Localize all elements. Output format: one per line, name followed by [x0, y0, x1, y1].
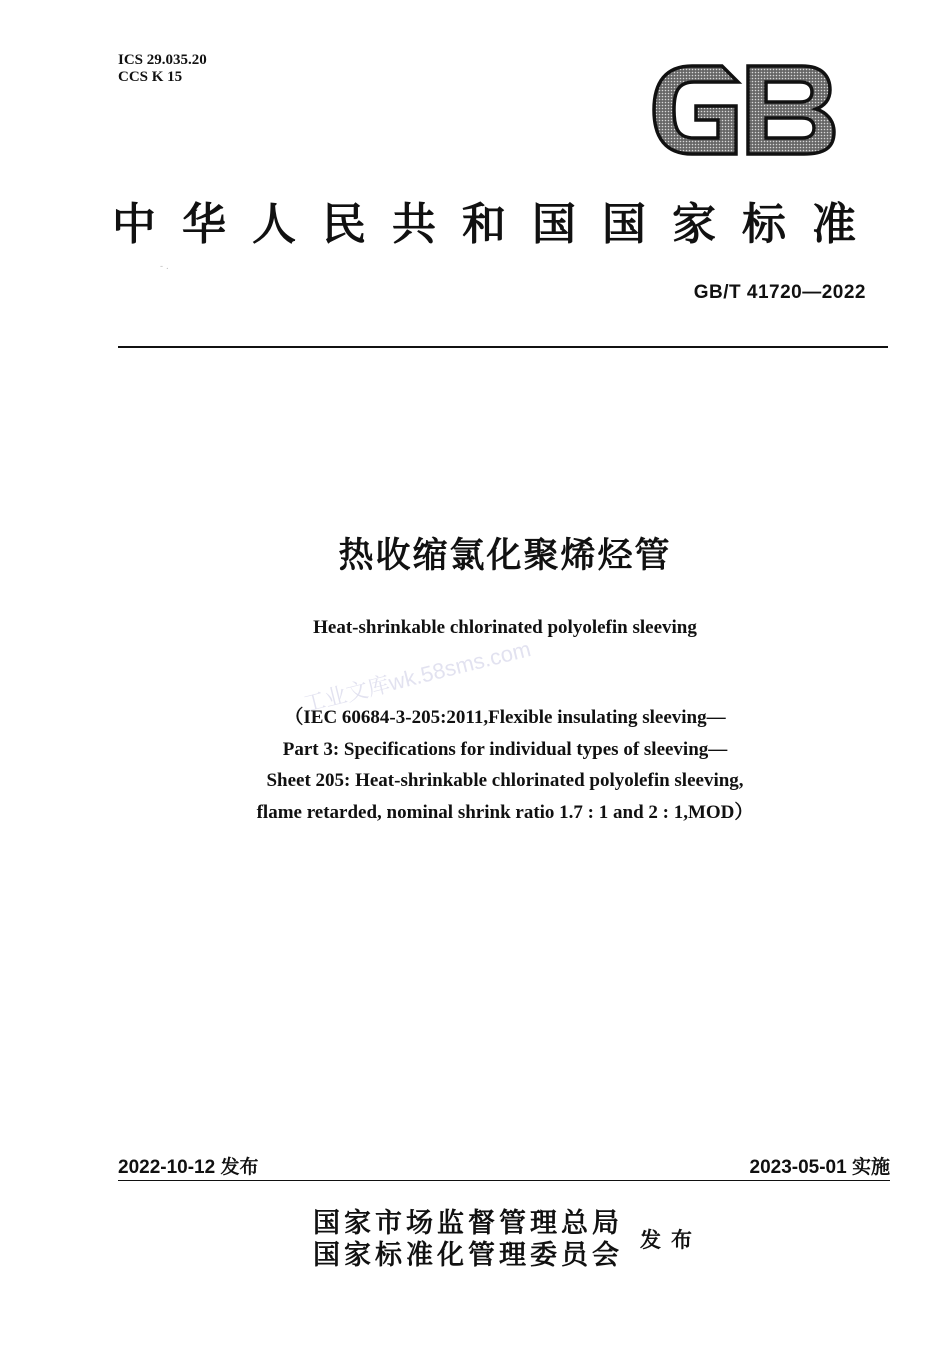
issue-date-label: 发布	[220, 1156, 259, 1178]
scan-speck: - .	[160, 262, 169, 272]
adoption-statement	[0, 702, 950, 828]
issuer-samr: 国家市场监督管理总局	[313, 1208, 623, 1239]
top-divider	[118, 346, 888, 348]
implement-date-label: 实施	[851, 1156, 890, 1178]
ics-code: ICS 29.035.20	[118, 52, 207, 68]
watermark: 工业文库wk.58sms.com	[300, 636, 534, 717]
issue-date: 2022-10-12	[118, 1157, 216, 1178]
national-standard-heading: 中华人民共和国国家标准	[112, 199, 882, 250]
standard-number: GB/T 41720—2022	[693, 282, 866, 303]
title-chinese: 热收缩氯化聚烯烃管	[338, 536, 672, 576]
adoption-line: Sheet 205: Heat-shrinkable chlorinated polyolefin sleeving,	[266, 770, 744, 791]
implement-date: 2023-05-01	[749, 1157, 847, 1178]
ccs-code: CCS K 15	[118, 69, 183, 85]
adoption-line: Part 3: Specifications for individual types of sleeving—	[282, 738, 728, 760]
adoption-line: （IEC 60684-3-205:2011,Flexible insulating sleeving—	[284, 707, 726, 728]
implement-date-block	[750, 1152, 891, 1179]
adoption-line: flame retarded, nominal shrink ratio 1.7 : 1 and 2 : 1,MOD）	[256, 801, 754, 823]
classification-codes	[118, 52, 207, 86]
bottom-divider	[118, 1180, 890, 1181]
issuer-sac: 国家标准化管理委员会	[313, 1240, 623, 1271]
gb-logo	[652, 62, 837, 158]
issuing-authorities	[313, 1208, 623, 1272]
gb-logo-text: GB	[652, 62, 654, 63]
issuers-publish-label: 发布	[640, 1227, 702, 1252]
issue-date-block	[118, 1152, 259, 1179]
title-english: Heat-shrinkable chlorinated polyolefin sleeving	[313, 617, 697, 638]
